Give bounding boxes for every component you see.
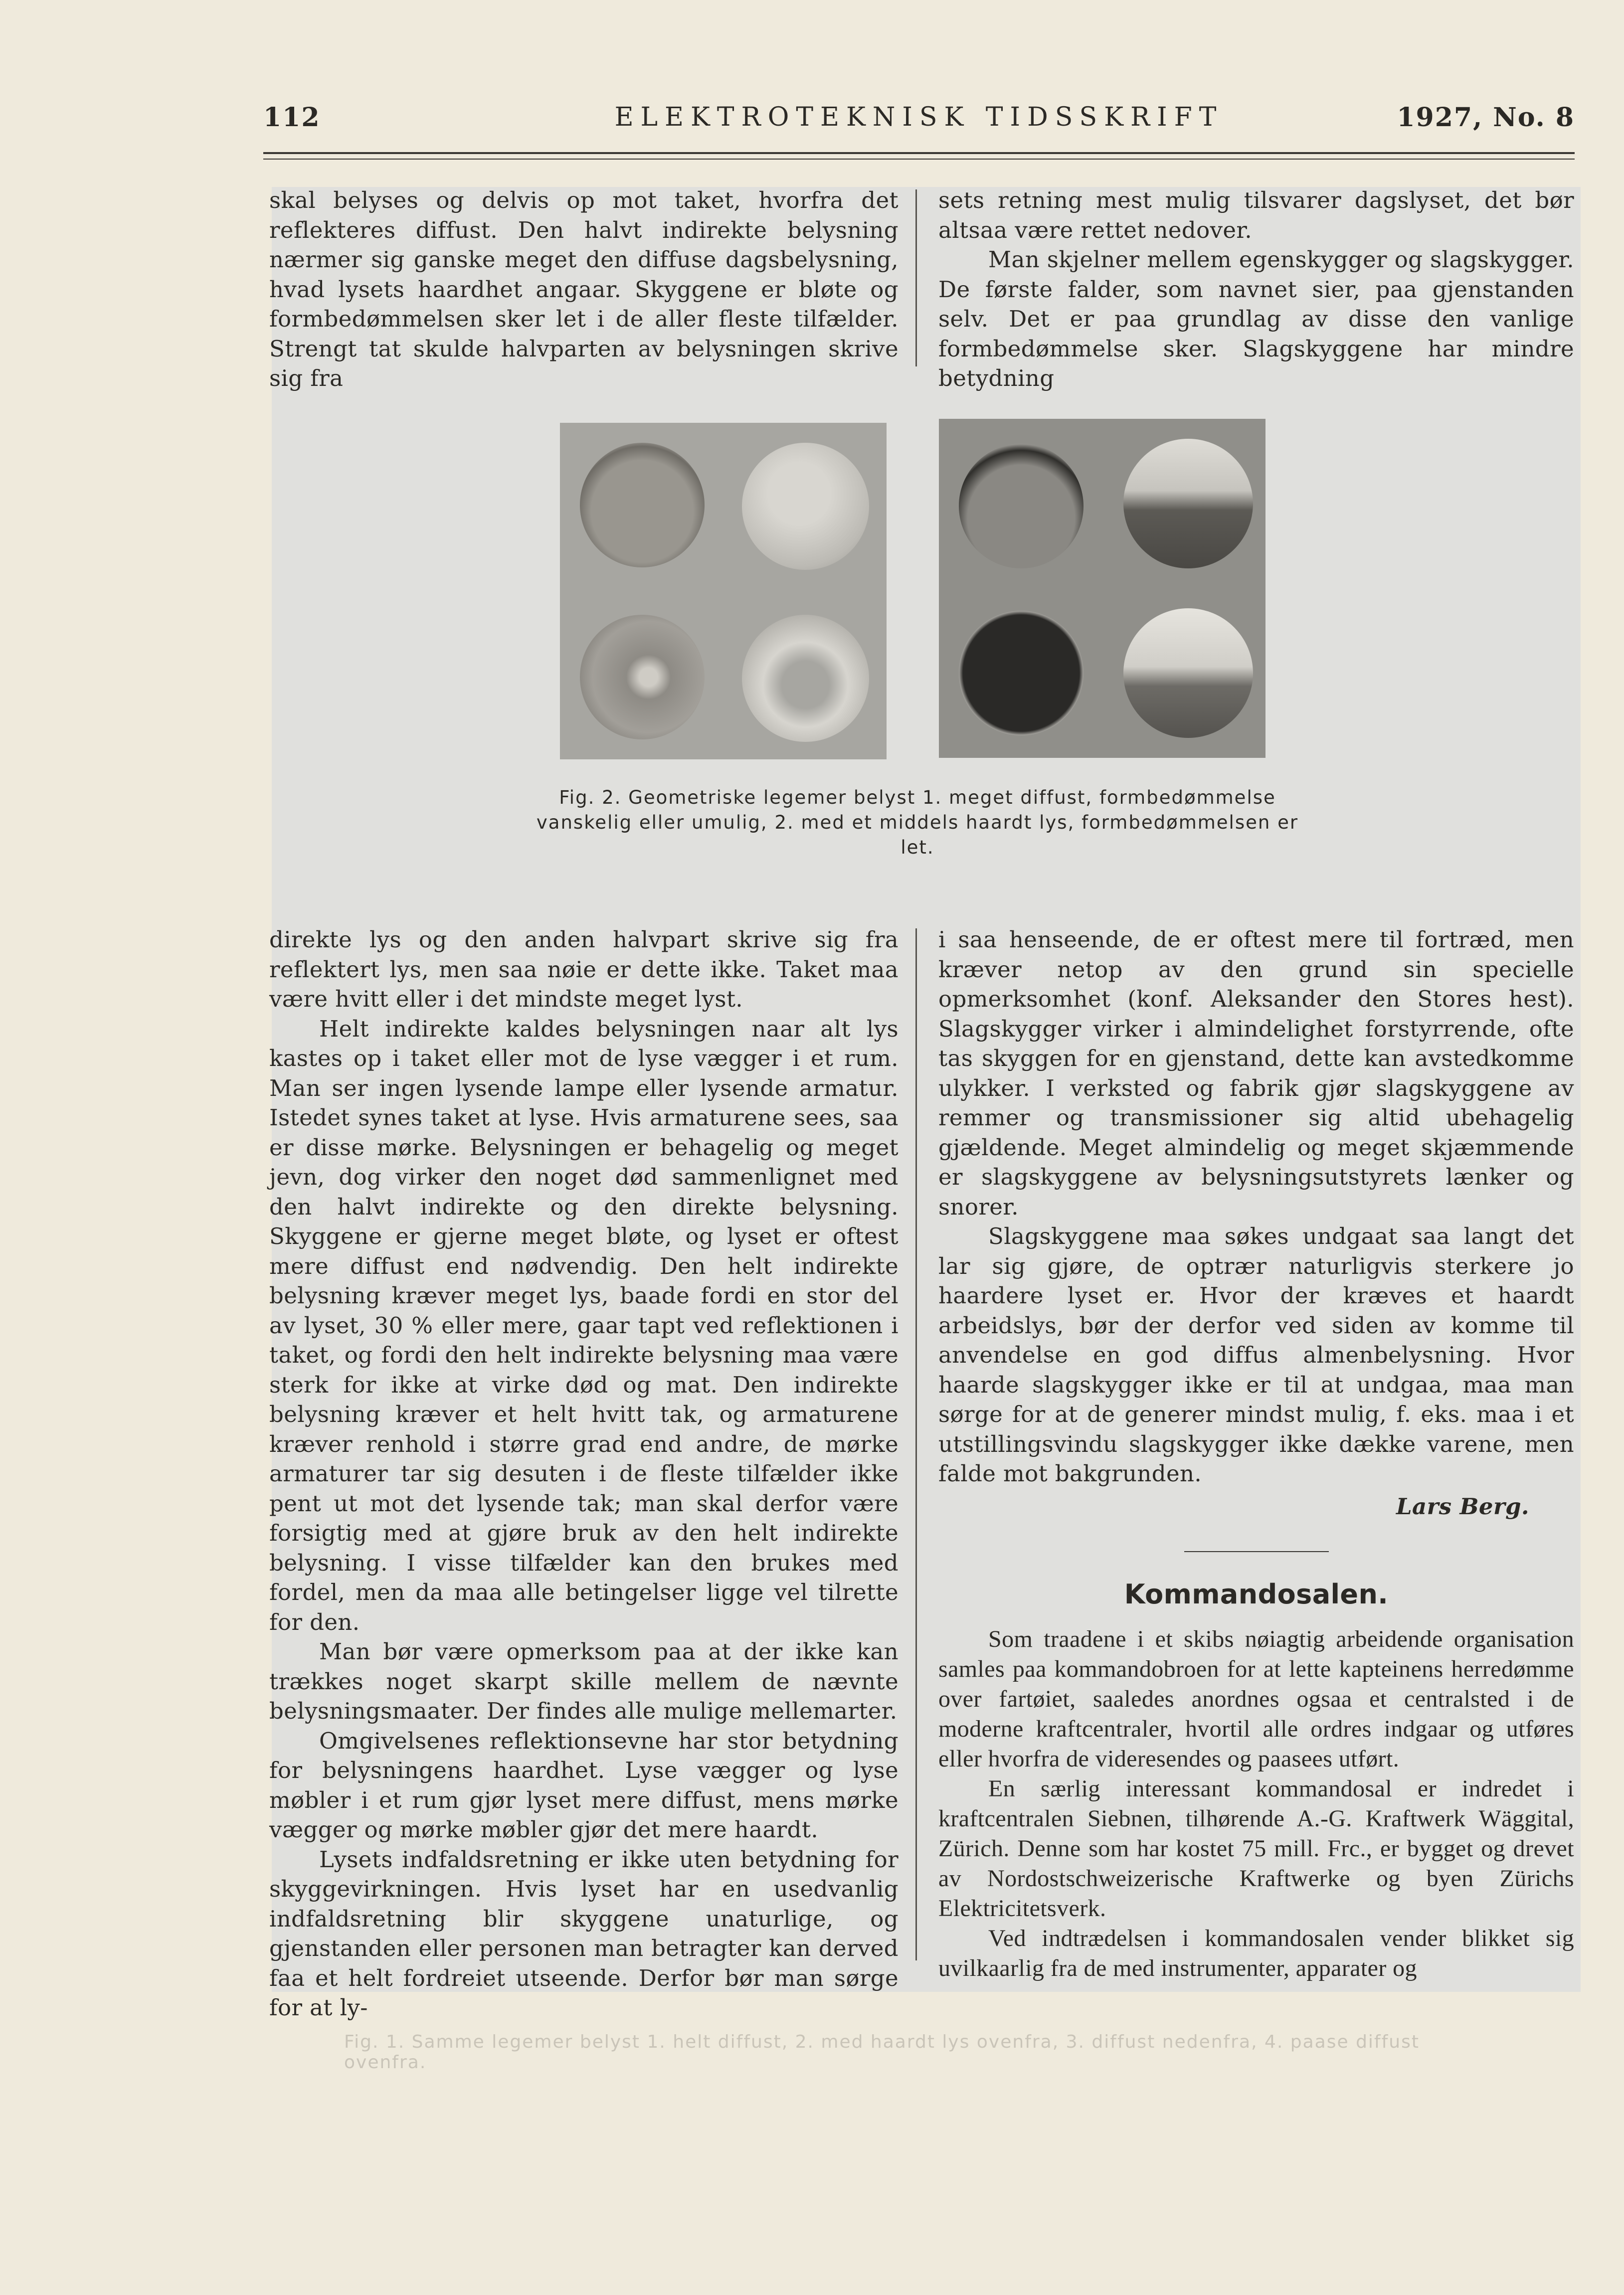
right-column-top — [938, 185, 1574, 393]
paragraph: sets retning mest mulig tilsvarer dagslyset, det bør altsaa være rettet nedover. — [938, 187, 1574, 243]
cone-image — [580, 615, 705, 739]
paragraph: Helt indirekte kaldes belysningen naar alt lys kastes op i taket eller mot de lyse vægger i et rum. Man ser ingen lysende lampe eller lysende armatur. Istedet synes taket at lyse. Hvis armaturene sees, saa er disse mørke. Belysningen er behagelig og meget jevn, dog virker den noget død sammenlignet med den halvt indirekte og den direkte belysning. Skyggene er gjerne meget bløte, og lyset er oftest mere diffust end nødvendig. Den helt indirekte belysning kræver meget lys, baade fordi en stor del av lyset, 30 % eller mere, gaar tapt ved reflektionen i taket, og fordi den helt indirekte belysning maa være sterk for ikke at virke død og mat. Den indirekte belysning kræver et helt hvitt tak, og armaturene kræver renhold i større grad end andre, de mørke armaturer tar sig desuten i de fleste tilfælder ikke pent ut mot det lysende tak; man skal derfor være forsigtig med at gjøre bruk av den helt indirekte belysning. I visse tilfælder kan den brukes med fordel, men da maa alle betingelser ligge vel tilrette for den. — [269, 1015, 899, 1635]
sphere-image — [1123, 608, 1253, 738]
left-column-top — [269, 185, 899, 393]
sphere-image — [959, 444, 1083, 568]
ring-image — [742, 615, 869, 742]
paragraph: direkte lys og den anden halvpart skrive sig fra reflektert lys, men saa nøie er dette ikke. Taket maa være hvitt eller i det mindste meget lyst. — [269, 926, 899, 1012]
sphere-image — [742, 443, 869, 570]
paragraph: Slagskyggene maa søkes undgaat saa langt det lar sig gjøre, de optrær naturligvis sterkere jo haardere lyset er. Hvor der kræves et haardt arbeidslys, bør der derfor ved siden av komme til anvendelse en god diffus almenbelysning. Hvor haarde slagskygger ikke er til at undgaa, maa man sørge for at de generer mindst mulig, f. eks. maa i et utstillingsvindu slagskygger ikke dække varene, men falde mot bakgrunden. — [938, 1223, 1574, 1487]
figure-photo-hard-light — [939, 419, 1265, 758]
paragraph: Man bør være opmerksom paa at der ikke kan trækkes noget skarpt skille mellem de nævnte belysningsmaater. Der findes alle mulige mellemarter. — [269, 1638, 899, 1724]
figure-caption: Fig. 2. Geometriske legemer belyst 1. meget diffust, formbedømmelse vanskelig eller umulig, 2. med et middels haardt lys, formbedømmelsen er let. — [536, 787, 1299, 858]
header-rule-thin — [263, 159, 1575, 160]
paragraph: Ved indtrædelsen i kommandosalen vender blikket sig uvilkaarlig fra de med instrumenter, apparater og — [938, 1925, 1574, 1981]
bleed-through-text: Fig. 1. Samme legemer belyst 1. helt diffust, 2. med haardt lys ovenfra, 3. diffust nedenfra, 4. paase diffust ovenfra. — [344, 2032, 1420, 2073]
column-divider — [915, 928, 917, 1960]
author-signature: Lars Berg. — [1396, 1493, 1529, 1520]
paragraph: Man skjelner mellem egenskygger og slagskygger. De første falder, som navnet sier, paa gjenstanden selv. Det er paa grundlag av disse den vanlige formbedømmelse sker. Slagskyggene har mindre betydning — [938, 246, 1574, 391]
sphere-image — [959, 611, 1083, 735]
section-title: Kommandosalen. — [1124, 1579, 1389, 1610]
paragraph: Omgivelsenes reflektionsevne har stor betydning for belysningens haardhet. Lyse vægger og lyse møbler i et rum gjør lyset mere diffust, mens mørke vægger og mørke møbler gjør det mere haardt. — [269, 1727, 899, 1843]
paragraph: Som traadene i et skibs nøiagtig arbeidende organisation samles paa kommandobroen for at lette kapteinens herredømme over fartøiet, saaledes anordnes ogsaa et centralsted i de moderne kraftcentraler, hvortil alle ordres indgaar og utføres eller hvorfra de videresendes og paasees utført. — [938, 1626, 1574, 1772]
header-rule — [263, 152, 1575, 154]
paragraph: Lysets indfaldsretning er ikke uten betydning for skyggevirkningen. Hvis lyset har en usedvanlig indfaldsretning blir skyggene unaturlige, og gjenstanden eller personen man betragter kan derved faa et helt fordreiet utseende. Derfor bør man sørge for at ly- — [269, 1846, 899, 2021]
section-divider — [1184, 1551, 1329, 1552]
right-column-bottom — [938, 925, 1574, 1983]
issue-number: 1927, No. 8 — [1397, 102, 1575, 133]
running-header — [263, 102, 1575, 142]
page-number: 112 — [263, 102, 321, 133]
column-divider — [915, 189, 917, 366]
paragraph: i saa henseende, de er oftest mere til fortræd, men kræver netop av den grund sin specielle opmerksomhet (konf. Aleksander den Stores hest). Slagskygger virker i almindelighet forstyrrende, ofte tas skyggen for en gjenstand, dette kan avstedkomme ulykker. I verksted og fabrik gjør slagskyggene av remmer og transmissioner sig altid ubehagelig gjældende. Meget almindelig og meget skjæmmende er slagskyggene av belysningsutstyrets lænker og snorer. — [938, 926, 1574, 1220]
figure-photo-diffuse — [560, 423, 887, 759]
left-column-bottom — [269, 925, 899, 2023]
sphere-image — [580, 443, 705, 567]
sphere-image — [1123, 439, 1253, 568]
paragraph: skal belyses og delvis op mot taket, hvorfra det reflekteres diffust. Den halvt indirekte belysning nærmer sig ganske meget den diffuse dagsbelysning, hvad lysets haardhet angaar. Skyggene er bløte og formbedømmelsen sker let i de aller fleste tilfælder. Strengt tat skulde halvparten av belysningen skrive sig fra — [269, 187, 899, 391]
journal-title: ELEKTROTEKNISK TIDSSKRIFT — [614, 102, 1224, 132]
paragraph: En særlig interessant kommandosal er indredet i kraftcentralen Siebnen, tilhørende A.-G. Kraftwerk Wäggital, Zürich. Denne som har kostet 75 mill. Frc., er bygget og drevet av Nordostschweizerische Kraftwerke og byen Zürichs Elektricitetsverk. — [938, 1775, 1574, 1922]
